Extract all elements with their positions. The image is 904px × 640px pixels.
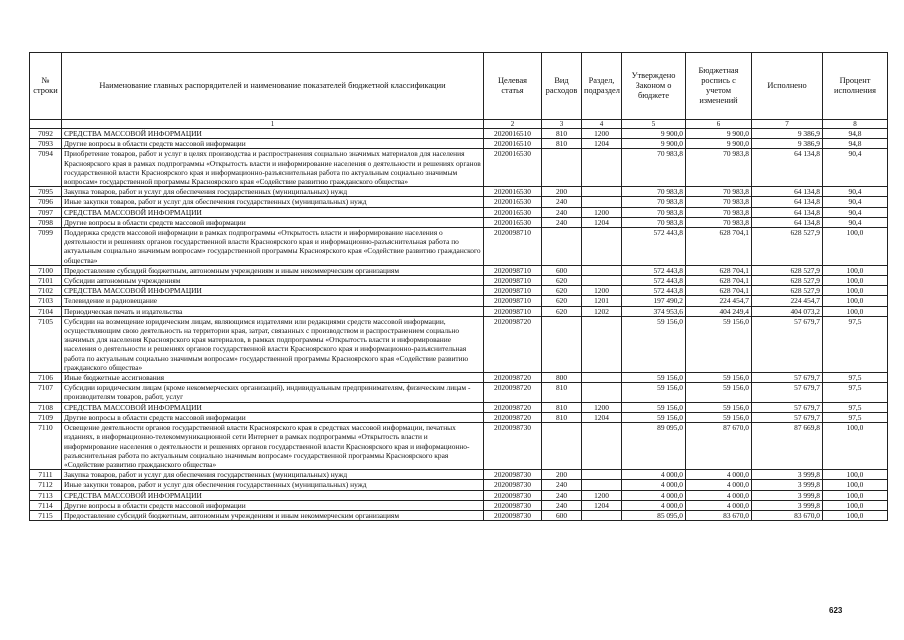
approved-amount-cell: 89 095,0: [622, 423, 686, 470]
row-name-cell: Приобретение товаров, работ и услуг в целях производства и распространения социально значимых материалов для населения Красноярского края в рамках подпрограммы «Открытость власти и информирование населения о деятельности и решениях органов государственной власти Красноярского края и информационно-разъяснительная работа по актуальным социально значимым вопросам» государственной программы Красноярского края «Содействие развитию гражданского общества»: [62, 149, 484, 187]
expense-type-cell: 600: [542, 265, 582, 275]
allocated-amount-cell: 70 983,8: [686, 207, 752, 217]
row-name-cell: СРЕДСТВА МАССОВОЙ ИНФОРМАЦИИ: [62, 286, 484, 296]
approved-amount-cell: 59 156,0: [622, 412, 686, 422]
expense-type-cell: 810: [542, 402, 582, 412]
allocated-amount-cell: 9 900,0: [686, 129, 752, 139]
expense-type-cell: 810: [542, 129, 582, 139]
target-article-cell: 2020098710: [484, 265, 542, 275]
allocated-amount-cell: 59 156,0: [686, 316, 752, 372]
approved-amount-cell: 572 443,8: [622, 265, 686, 275]
row-name-cell: Телевидение и радиовещание: [62, 296, 484, 306]
section-cell: [582, 316, 622, 372]
table-row: [30, 316, 888, 372]
expense-type-cell: 620: [542, 306, 582, 316]
expense-type-cell: 240: [542, 217, 582, 227]
table-row: [30, 217, 888, 227]
allocated-amount-cell: 4 000,0: [686, 480, 752, 490]
row-number-cell: 7111: [30, 470, 62, 480]
target-article-cell: 2020016530: [484, 149, 542, 187]
row-number-cell: 7115: [30, 510, 62, 520]
section-cell: [582, 383, 622, 402]
executed-amount-cell: 57 679,7: [752, 316, 823, 372]
target-article-cell: 2020098730: [484, 510, 542, 520]
table-header-row: [30, 53, 888, 120]
section-cell: 1200: [582, 490, 622, 500]
allocated-amount-cell: 4 000,0: [686, 490, 752, 500]
allocated-amount-cell: 70 983,8: [686, 149, 752, 187]
expense-type-cell: 600: [542, 510, 582, 520]
percent-cell: 100,0: [823, 490, 888, 500]
percent-cell: 100,0: [823, 480, 888, 490]
approved-amount-cell: 59 156,0: [622, 373, 686, 383]
approved-amount-cell: 70 983,8: [622, 217, 686, 227]
header-allocated: Бюджетная роспись с учетом изменений: [686, 53, 752, 120]
percent-cell: 97,5: [823, 383, 888, 402]
row-number-cell: 7096: [30, 197, 62, 207]
column-number-row: [30, 120, 888, 129]
row-number-cell: 7095: [30, 187, 62, 197]
executed-amount-cell: 628 527,9: [752, 286, 823, 296]
allocated-amount-cell: 59 156,0: [686, 412, 752, 422]
section-cell: [582, 197, 622, 207]
percent-cell: 97,5: [823, 316, 888, 372]
approved-amount-cell: 572 443,8: [622, 286, 686, 296]
table-row: [30, 423, 888, 470]
approved-amount-cell: 70 983,8: [622, 197, 686, 207]
approved-amount-cell: 9 900,0: [622, 129, 686, 139]
column-number: 8: [823, 120, 888, 129]
table-row: [30, 296, 888, 306]
approved-amount-cell: 197 490,2: [622, 296, 686, 306]
row-number-cell: 7100: [30, 265, 62, 275]
row-name-cell: Другие вопросы в области средств массовой информации: [62, 500, 484, 510]
target-article-cell: 2020098730: [484, 490, 542, 500]
target-article-cell: 2020098720: [484, 373, 542, 383]
percent-cell: 100,0: [823, 276, 888, 286]
section-cell: 1204: [582, 412, 622, 422]
executed-amount-cell: 64 134,8: [752, 207, 823, 217]
allocated-amount-cell: 224 454,7: [686, 296, 752, 306]
target-article-cell: 2020098710: [484, 228, 542, 266]
section-cell: [582, 265, 622, 275]
section-cell: [582, 423, 622, 470]
approved-amount-cell: 59 156,0: [622, 402, 686, 412]
column-number: 4: [582, 120, 622, 129]
executed-amount-cell: 57 679,7: [752, 373, 823, 383]
approved-amount-cell: 59 156,0: [622, 316, 686, 372]
executed-amount-cell: 9 386,9: [752, 139, 823, 149]
executed-amount-cell: 83 670,0: [752, 510, 823, 520]
expense-type-cell: 800: [542, 373, 582, 383]
allocated-amount-cell: 83 670,0: [686, 510, 752, 520]
page-number: 623: [829, 606, 843, 615]
section-cell: [582, 480, 622, 490]
table-row: [30, 286, 888, 296]
percent-cell: 90,4: [823, 207, 888, 217]
row-number-cell: 7107: [30, 383, 62, 402]
table-row: [30, 412, 888, 422]
target-article-cell: 2020098720: [484, 316, 542, 372]
row-number-cell: 7106: [30, 373, 62, 383]
row-name-cell: Другие вопросы в области средств массовой информации: [62, 139, 484, 149]
row-number-cell: 7103: [30, 296, 62, 306]
percent-cell: 97,5: [823, 412, 888, 422]
executed-amount-cell: 57 679,7: [752, 383, 823, 402]
column-number: 7: [752, 120, 823, 129]
table-row: [30, 402, 888, 412]
expense-type-cell: [542, 228, 582, 266]
column-number: 2: [484, 120, 542, 129]
executed-amount-cell: 224 454,7: [752, 296, 823, 306]
approved-amount-cell: 4 000,0: [622, 500, 686, 510]
table-row: [30, 129, 888, 139]
target-article-cell: 2020098720: [484, 402, 542, 412]
column-number-blank: [30, 120, 62, 129]
column-number: 5: [622, 120, 686, 129]
row-name-cell: Иные бюджетные ассигнования: [62, 373, 484, 383]
section-cell: 1200: [582, 207, 622, 217]
allocated-amount-cell: 59 156,0: [686, 373, 752, 383]
column-number: 1: [62, 120, 484, 129]
target-article-cell: 2020098720: [484, 383, 542, 402]
expense-type-cell: 200: [542, 187, 582, 197]
header-section: Раздел, подраздел: [582, 53, 622, 120]
section-cell: [582, 149, 622, 187]
table-row: [30, 490, 888, 500]
row-number-cell: 7112: [30, 480, 62, 490]
expense-type-cell: 620: [542, 276, 582, 286]
allocated-amount-cell: 628 704,1: [686, 286, 752, 296]
percent-cell: 90,4: [823, 149, 888, 187]
executed-amount-cell: 404 073,2: [752, 306, 823, 316]
executed-amount-cell: 64 134,8: [752, 197, 823, 207]
percent-cell: 100,0: [823, 265, 888, 275]
percent-cell: 100,0: [823, 286, 888, 296]
row-number-cell: 7110: [30, 423, 62, 470]
table-row: [30, 265, 888, 275]
percent-cell: 100,0: [823, 470, 888, 480]
allocated-amount-cell: 59 156,0: [686, 383, 752, 402]
expense-type-cell: 240: [542, 490, 582, 500]
executed-amount-cell: 3 999,8: [752, 470, 823, 480]
executed-amount-cell: 9 386,9: [752, 129, 823, 139]
allocated-amount-cell: 628 704,1: [686, 276, 752, 286]
executed-amount-cell: 64 134,8: [752, 217, 823, 227]
target-article-cell: 2020098730: [484, 500, 542, 510]
row-name-cell: Предоставление субсидий бюджетным, автономным учреждениям и иным некоммерческим организациям: [62, 510, 484, 520]
expense-type-cell: 810: [542, 383, 582, 402]
executed-amount-cell: 57 679,7: [752, 412, 823, 422]
expense-type-cell: 810: [542, 139, 582, 149]
row-name-cell: Периодическая печать и издательства: [62, 306, 484, 316]
expense-type-cell: 240: [542, 500, 582, 510]
row-name-cell: СРЕДСТВА МАССОВОЙ ИНФОРМАЦИИ: [62, 490, 484, 500]
table-row: [30, 500, 888, 510]
column-number: 3: [542, 120, 582, 129]
executed-amount-cell: 87 669,8: [752, 423, 823, 470]
expense-type-cell: [542, 149, 582, 187]
approved-amount-cell: 374 953,6: [622, 306, 686, 316]
row-number-cell: 7105: [30, 316, 62, 372]
header-percent: Процент исполнения: [823, 53, 888, 120]
table-row: [30, 139, 888, 149]
target-article-cell: 2020098730: [484, 470, 542, 480]
table-row: [30, 510, 888, 520]
row-name-cell: СРЕДСТВА МАССОВОЙ ИНФОРМАЦИИ: [62, 129, 484, 139]
row-number-cell: 7104: [30, 306, 62, 316]
allocated-amount-cell: 628 704,1: [686, 228, 752, 266]
row-name-cell: Освещение деятельности органов государственной власти Красноярского края в средствах массовой информации, печатных изданиях, в информационно-телекоммуникационной сети Интернет в рамках подпрограммы «Открытость власти и информирование населения о деятельности и решениях органов государственной власти Красноярского края и информационно-разъяснительная работа по актуальным социально значимым вопросам» государственной программы Красноярского края «Содействие развитию гражданского общества»: [62, 423, 484, 470]
target-article-cell: 2020016510: [484, 139, 542, 149]
executed-amount-cell: 628 527,9: [752, 265, 823, 275]
target-article-cell: 2020098710: [484, 296, 542, 306]
table-row: [30, 228, 888, 266]
row-number-cell: 7101: [30, 276, 62, 286]
row-name-cell: Другие вопросы в области средств массовой информации: [62, 217, 484, 227]
row-number-cell: 7098: [30, 217, 62, 227]
target-article-cell: 2020016530: [484, 207, 542, 217]
target-article-cell: 2020016530: [484, 197, 542, 207]
percent-cell: 100,0: [823, 228, 888, 266]
expense-type-cell: 620: [542, 296, 582, 306]
target-article-cell: 2020016530: [484, 217, 542, 227]
table-row: [30, 276, 888, 286]
table-row: [30, 306, 888, 316]
section-cell: [582, 373, 622, 383]
executed-amount-cell: 3 999,8: [752, 500, 823, 510]
target-article-cell: 2020098720: [484, 412, 542, 422]
section-cell: [582, 470, 622, 480]
header-expense-type: Вид расходов: [542, 53, 582, 120]
approved-amount-cell: 70 983,8: [622, 187, 686, 197]
target-article-cell: 2020098730: [484, 480, 542, 490]
allocated-amount-cell: 59 156,0: [686, 402, 752, 412]
expense-type-cell: 240: [542, 480, 582, 490]
executed-amount-cell: 57 679,7: [752, 402, 823, 412]
row-name-cell: Закупка товаров, работ и услуг для обеспечения государственных (муниципальных) нужд: [62, 470, 484, 480]
row-number-cell: 7113: [30, 490, 62, 500]
row-name-cell: СРЕДСТВА МАССОВОЙ ИНФОРМАЦИИ: [62, 402, 484, 412]
row-number-cell: 7093: [30, 139, 62, 149]
executed-amount-cell: 3 999,8: [752, 490, 823, 500]
allocated-amount-cell: 9 900,0: [686, 139, 752, 149]
header-approved: Утверждено Законом о бюджете: [622, 53, 686, 120]
target-article-cell: 2020098710: [484, 276, 542, 286]
section-cell: 1204: [582, 500, 622, 510]
approved-amount-cell: 572 443,8: [622, 276, 686, 286]
allocated-amount-cell: 70 983,8: [686, 197, 752, 207]
row-name-cell: Субсидии автономным учреждениям: [62, 276, 484, 286]
executed-amount-cell: 628 527,9: [752, 276, 823, 286]
approved-amount-cell: 9 900,0: [622, 139, 686, 149]
table-row: [30, 470, 888, 480]
approved-amount-cell: 85 095,0: [622, 510, 686, 520]
percent-cell: 90,4: [823, 187, 888, 197]
allocated-amount-cell: 4 000,0: [686, 470, 752, 480]
section-cell: 1200: [582, 129, 622, 139]
allocated-amount-cell: 628 704,1: [686, 265, 752, 275]
row-name-cell: Иные закупки товаров, работ и услуг для обеспечения государственных (муниципальных) нужд: [62, 480, 484, 490]
target-article-cell: 2020098730: [484, 423, 542, 470]
header-target-article: Целевая статья: [484, 53, 542, 120]
row-name-cell: Другие вопросы в области средств массовой информации: [62, 412, 484, 422]
row-number-cell: 7108: [30, 402, 62, 412]
table-row: [30, 373, 888, 383]
target-article-cell: 2020016530: [484, 187, 542, 197]
table-body: [30, 129, 888, 521]
percent-cell: 100,0: [823, 510, 888, 520]
approved-amount-cell: 59 156,0: [622, 383, 686, 402]
approved-amount-cell: 572 443,8: [622, 228, 686, 266]
target-article-cell: 2020098710: [484, 286, 542, 296]
table-row: [30, 187, 888, 197]
percent-cell: 100,0: [823, 423, 888, 470]
row-number-cell: 7102: [30, 286, 62, 296]
header-name: Наименование главных распорядителей и наименование показателей бюджетной классификации: [62, 53, 484, 120]
row-name-cell: Закупка товаров, работ и услуг для обеспечения государственных (муниципальных) нужд: [62, 187, 484, 197]
percent-cell: 90,4: [823, 217, 888, 227]
target-article-cell: 2020098710: [484, 306, 542, 316]
section-cell: [582, 228, 622, 266]
table-row: [30, 149, 888, 187]
allocated-amount-cell: 4 000,0: [686, 500, 752, 510]
percent-cell: 90,4: [823, 197, 888, 207]
row-name-cell: Предоставление субсидий бюджетным, автономным учреждениям и иным некоммерческим организациям: [62, 265, 484, 275]
percent-cell: 100,0: [823, 500, 888, 510]
section-cell: 1201: [582, 296, 622, 306]
section-cell: 1204: [582, 217, 622, 227]
allocated-amount-cell: 70 983,8: [686, 217, 752, 227]
percent-cell: 94,8: [823, 139, 888, 149]
row-number-cell: 7109: [30, 412, 62, 422]
allocated-amount-cell: 87 670,0: [686, 423, 752, 470]
row-name-cell: Субсидии юридическим лицам (кроме некоммерческих организаций), индивидуальным предпринимателям, физическим лицам - производителям товаров, работ, услуг: [62, 383, 484, 402]
expense-type-cell: 620: [542, 286, 582, 296]
row-name-cell: Поддержка средств массовой информации в рамках подпрограммы «Открытость власти и информирование населения о деятельности и решениях органов государственной власти Красноярского края и информационно-разъяснительная работа по актуальным социально значимым вопросам» государственной программы Красноярского края «Содействие развитию гражданского общества»: [62, 228, 484, 266]
percent-cell: 100,0: [823, 296, 888, 306]
row-number-cell: 7099: [30, 228, 62, 266]
expense-type-cell: [542, 316, 582, 372]
executed-amount-cell: 64 134,8: [752, 149, 823, 187]
section-cell: 1200: [582, 286, 622, 296]
row-name-cell: Субсидии на возмещение юридическим лицам, являющимся издателями или редакциями средств массовой информации, осуществляющим свою деятельность на территории края, затрат, связанных с производством и распространением социально значимых для населения Красноярского края материалов, в рамках подпрограммы «Открытость власти и информирование населения о деятельности и решениях органов государственной власти Красноярского края и информационно-разъяснительная работа по актуальным социально значимым вопросам» государственной программы Красноярского края «Содействие развитию гражданского общества»: [62, 316, 484, 372]
row-number-cell: 7114: [30, 500, 62, 510]
budget-execution-table: [29, 52, 888, 521]
executed-amount-cell: 64 134,8: [752, 187, 823, 197]
section-cell: 1200: [582, 402, 622, 412]
section-cell: [582, 510, 622, 520]
expense-type-cell: [542, 423, 582, 470]
percent-cell: 100,0: [823, 306, 888, 316]
header-row-number: № строки: [30, 53, 62, 120]
table-row: [30, 207, 888, 217]
executed-amount-cell: 628 527,9: [752, 228, 823, 266]
percent-cell: 97,5: [823, 402, 888, 412]
table-row: [30, 197, 888, 207]
allocated-amount-cell: 404 249,4: [686, 306, 752, 316]
expense-type-cell: 810: [542, 412, 582, 422]
approved-amount-cell: 4 000,0: [622, 490, 686, 500]
row-name-cell: СРЕДСТВА МАССОВОЙ ИНФОРМАЦИИ: [62, 207, 484, 217]
approved-amount-cell: 4 000,0: [622, 480, 686, 490]
percent-cell: 94,8: [823, 129, 888, 139]
expense-type-cell: 200: [542, 470, 582, 480]
percent-cell: 97,5: [823, 373, 888, 383]
section-cell: 1202: [582, 306, 622, 316]
header-executed: Исполнено: [752, 53, 823, 120]
approved-amount-cell: 70 983,8: [622, 149, 686, 187]
row-number-cell: 7092: [30, 129, 62, 139]
expense-type-cell: 240: [542, 207, 582, 217]
executed-amount-cell: 3 999,8: [752, 480, 823, 490]
approved-amount-cell: 4 000,0: [622, 470, 686, 480]
table-row: [30, 480, 888, 490]
allocated-amount-cell: 70 983,8: [686, 187, 752, 197]
section-cell: 1204: [582, 139, 622, 149]
section-cell: [582, 276, 622, 286]
column-number: 6: [686, 120, 752, 129]
row-name-cell: Иные закупки товаров, работ и услуг для обеспечения государственных (муниципальных) нужд: [62, 197, 484, 207]
expense-type-cell: 240: [542, 197, 582, 207]
table-row: [30, 383, 888, 402]
row-number-cell: 7094: [30, 149, 62, 187]
approved-amount-cell: 70 983,8: [622, 207, 686, 217]
target-article-cell: 2020016510: [484, 129, 542, 139]
section-cell: [582, 187, 622, 197]
row-number-cell: 7097: [30, 207, 62, 217]
